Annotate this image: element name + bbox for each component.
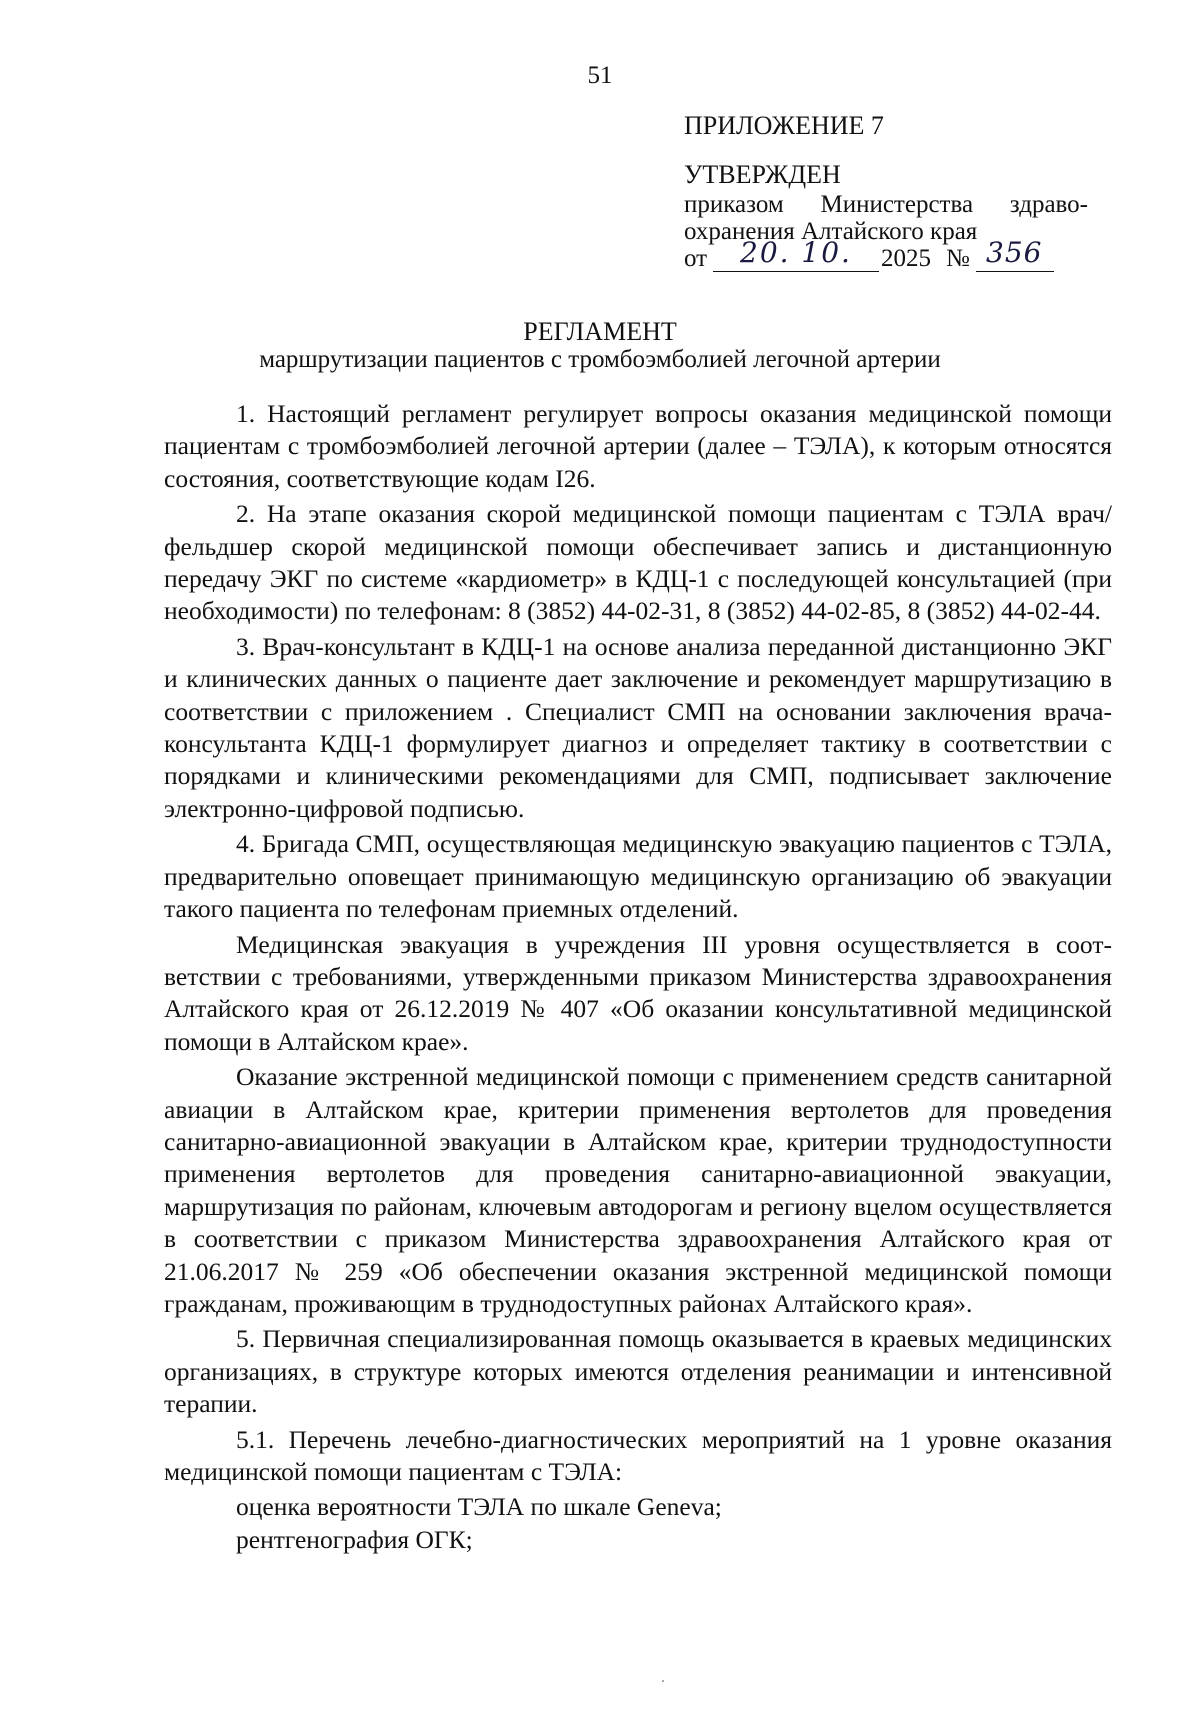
paragraph-2: 2. На этапе оказания скорой медицинской помощи пациентам с ТЭЛА врач/фельдшер скорой медицинской помощи обеспечивает запись и дистанционную передачу ЭКГ по системе «кардиометр» в КДЦ-1 с последующей консультацией (при необходимости) по телефонам: 8 (3852) 44-02-31, 8 (3852) 44-02-85, 8 (3852) 44-02-44. (164, 499, 1112, 626)
appendix-label: ПРИЛОЖЕНИЕ 7 (684, 111, 884, 140)
approval-block (684, 112, 1088, 279)
document-subtitle: маршрутизации пациентов с тромбоэмболией легочной артерии (259, 346, 941, 373)
approved-label: УТВЕРЖДЕН (684, 160, 841, 189)
date-blank-line (713, 271, 879, 272)
paragraph-air-ambulance: Оказание экстренной медицинской помощи с применением средств санитарной авиации в Алтайском крае, критерии применения вертолетов для проведения санитарно-авиационной эвакуации в Алтайском крае, критерии труднодоступности применения вертолетов для проведения санитарно-авиационной эвакуации, маршрутизация по районам, ключевым автодорогам и региону вцелом осуществляется в соответствии с приказом Министерства здравоохранения Алтайского края от 21.06.2017 № 259 «Об обеспечении оказания экстренной медицинской помощи гражданам, проживающим в труднодоступных районах Алтайского края». (164, 1062, 1112, 1318)
paragraph-5-1: 5.1. Перечень лечебно-диагностических мероприятий на 1 уровне оказания медицинской помощи пациентам с ТЭЛА: (164, 1424, 1112, 1486)
page-number: 51 (587, 62, 613, 89)
list-item: рентгенография ОГК; (236, 1524, 473, 1554)
organization-line: охранения Алтайского края (684, 218, 978, 245)
number-sign: № (946, 245, 970, 272)
scan-artifact (662, 1680, 664, 1682)
paragraph-evacuation-level-3: Медицинская эвакуация в учреждения III уровня осуществляется в соответствии с требованиями, утвержденными приказом Министерства здравоохранения Алтайского края от 26.12.2019 № 407 «Об оказании консультативной медицинской помощи в Алтайском крае». (164, 929, 1112, 1056)
handwritten-date: 20. 10. (740, 236, 852, 269)
paragraph-4: 4. Бригада СМП, осуществляющая медицинскую эвакуацию пациентов с ТЭЛА, предварительно оповещает принимающую медицинскую организацию об эвакуации такого пациента по телефонам приемных отделений. (164, 829, 1112, 924)
paragraph-3: 3. Врач-консультант в КДЦ-1 на основе анализа переданной дистанционно ЭКГ и клинических данных о пациенте дает заключение и рекомендует маршрутизацию в соответствии с приложением . Специалист СМП на основании заключения врача-консультанта КДЦ-1 формулирует диагноз и определяет тактику в соответствии с порядками и клиническими рекомендациями для СМП, подписывает заключение электронно-цифровой подписью. (164, 631, 1112, 823)
document-body (164, 398, 1112, 1556)
document-title: РЕГЛАМЕНТ (523, 317, 677, 346)
paragraph-5: 5. Первичная специализированная помощь оказывается в краевых медицинских организациях, в структуре которых имеются отделения реанимации и интенсивной терапии. (164, 1324, 1112, 1419)
order-line: приказом Министерства здраво- (684, 191, 1088, 218)
number-blank-line (976, 271, 1054, 272)
order-date-row (684, 236, 1088, 279)
handwritten-number: 356 (986, 236, 1043, 269)
paragraph-1: 1. Настоящий регламент регулирует вопросы оказания медицинской помощи пациентам с тромбоэмболией легочной артерии (далее – ТЭЛА), к которым относятся состояния, соответствующие кодам I26. (164, 399, 1112, 493)
from-label: от (684, 245, 708, 272)
order-year: 2025 (881, 245, 931, 272)
list-item: оценка вероятности ТЭЛА по шкале Geneva; (236, 1492, 722, 1522)
